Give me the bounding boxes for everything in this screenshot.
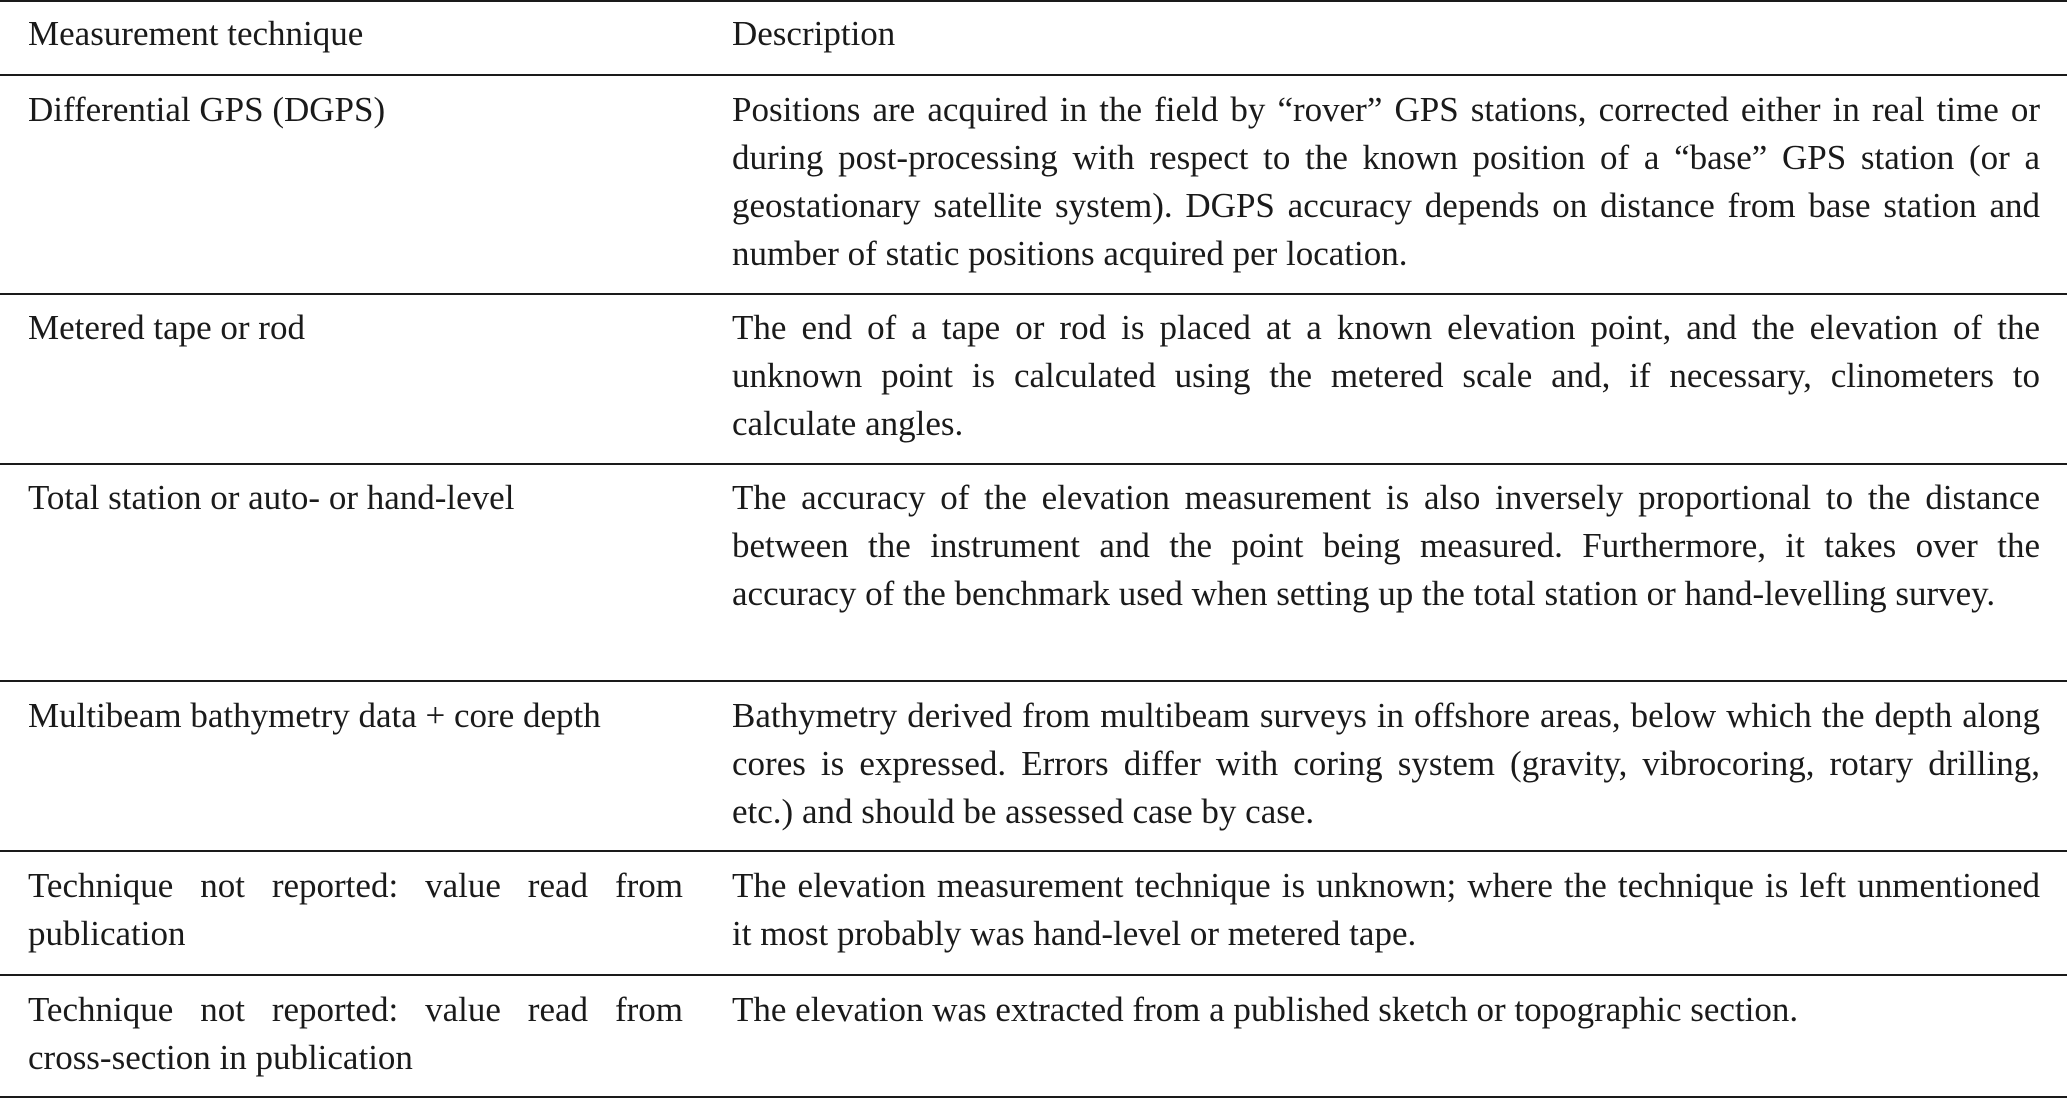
row-description: Bathymetry derived from multibeam surveys in offshore areas, below which the depth along cores is expressed. Errors differ with coring system (gravity, vibrocoring, rotary drilling, etc.) and should be assessed case by case. [732, 696, 2040, 831]
row-description: The elevation was extracted from a published sketch or topographic section. [732, 990, 1799, 1029]
row-divider [0, 680, 2067, 682]
row-description: The accuracy of the elevation measurement is also inversely proportional to the distance between the instrument and the point being measured. Furthermore, it takes over the accuracy of the benchmark used when setting up the total station or hand-levelling survey. [732, 478, 2040, 613]
row-divider [0, 850, 2067, 852]
header-description: Description [732, 14, 896, 53]
table-top-rule [0, 0, 2067, 2]
header-rule [0, 74, 2067, 76]
row-technique: Differential GPS (DGPS) [28, 90, 386, 129]
row-divider [0, 974, 2067, 976]
row-technique: Total station or auto- or hand-level [28, 478, 515, 517]
row-divider [0, 463, 2067, 465]
row-description: The end of a tape or rod is placed at a known elevation point, and the elevation of the unknown point is calculated using the metered scale and, if necessary, clinometers to calculate angles. [732, 308, 2040, 443]
row-technique: Multibeam bathymetry data + core depth [28, 696, 601, 735]
header-technique: Measurement technique [28, 14, 364, 53]
row-technique: Technique not reported: value read from cross-section in publication [28, 990, 683, 1077]
row-technique: Technique not reported: value read from publication [28, 866, 683, 953]
row-description: The elevation measurement technique is unknown; where the technique is left unmentioned it most probably was hand-level or metered tape. [732, 866, 2040, 953]
row-divider [0, 293, 2067, 295]
table-bottom-rule [0, 1096, 2067, 1098]
row-technique: Metered tape or rod [28, 308, 305, 347]
row-description: Positions are acquired in the field by “rover” GPS stations, corrected either in real time or during post-processing with respect to the known position of a “base” GPS station (or a geostationary satellite system). DGPS accuracy depends on distance from base station and number of static positions acquired per location. [732, 90, 2040, 273]
